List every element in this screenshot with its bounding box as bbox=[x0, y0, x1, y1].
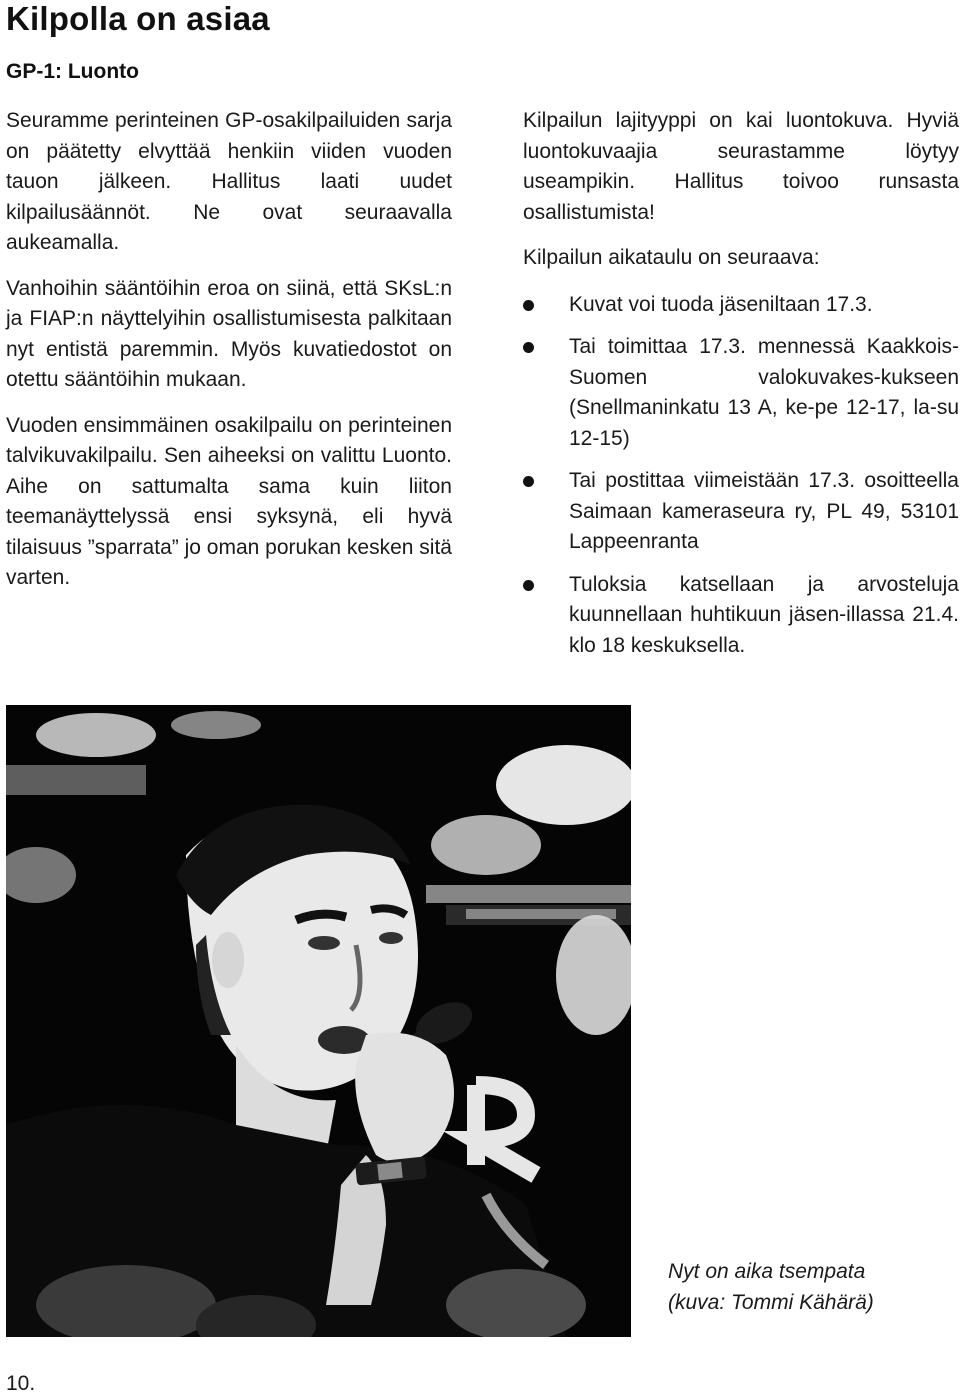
schedule-list bbox=[523, 290, 959, 662]
article-subtitle: GP-1: Luonto bbox=[6, 60, 139, 83]
caption-line: Nyt on aika tsempata bbox=[668, 1260, 866, 1283]
list-item bbox=[523, 570, 959, 662]
list-item bbox=[523, 332, 959, 454]
list-item-text: Tuloksia katsellaan ja arvosteluja kuunnellaan huhtikuun jäsen-illassa 21.4. klo 18 keskuksella. bbox=[569, 572, 959, 657]
paragraph: Seuramme perinteinen GP-osakilpailuiden sarja on päätetty elvyttää henkiin viiden vuoden tauon jälkeen. Hallitus laati uudet kilpailusäännöt. Ne ovat seuraavalla aukeamalla. bbox=[6, 109, 452, 254]
left-column bbox=[6, 106, 452, 594]
bullet-icon bbox=[523, 476, 534, 487]
bullet-icon bbox=[523, 300, 534, 311]
singer-photo bbox=[6, 705, 631, 1337]
bullet-icon bbox=[523, 580, 534, 591]
article-title: Kilpolla on asiaa bbox=[6, 0, 270, 37]
page-number: 10. bbox=[6, 1372, 36, 1395]
list-item bbox=[523, 466, 959, 558]
list-item bbox=[523, 290, 959, 321]
paragraph: Kilpailun lajityyppi on kai luontokuva. Hyviä luontokuvaajia seurastamme löytyy useampikin. Hallitus toivoo runsasta osallistumista! bbox=[523, 109, 959, 224]
paragraph: Vuoden ensimmäinen osakilpailu on perinteinen talvikuvakilpailu. Sen aiheeksi on valittu Luonto. Aihe on sattumalta sama kuin liiton teemanäyttelyssä ensi syksynä, eli hyvä tilaisuus ”sparrata” jo oman porukan kesken sitä varten. bbox=[6, 413, 452, 589]
list-item-text: Tai postittaa viimeistään 17.3. osoitteella Saimaan kameraseura ry, PL 49, 53101 Lappeenranta bbox=[569, 469, 959, 553]
list-item-text: Tai toimittaa 17.3. mennessä Kaakkois-Suomen valokuvakes-kukseen (Snellmaninkatu 13 A, ke-pe 12-17, la-su 12-15) bbox=[569, 335, 959, 450]
caption-credit: (kuva: Tommi Kähärä) bbox=[668, 1291, 874, 1314]
photo-caption bbox=[668, 1256, 874, 1318]
right-column bbox=[523, 106, 959, 673]
paragraph: Vanhoihin sääntöihin eroa on siinä, että SKsL:n ja FIAP:n näyttelyihin osallistumisesta palkitaan nyt entistä paremmin. Myös kuvatiedostot on otettu sääntöihin mukaan. bbox=[6, 276, 452, 391]
bullet-icon bbox=[523, 342, 534, 353]
list-item-text: Kuvat voi tuoda jäseniltaan 17.3. bbox=[569, 292, 873, 316]
singer-photo-illustration bbox=[6, 705, 631, 1337]
schedule-intro: Kilpailun aikataulu on seuraava: bbox=[523, 246, 820, 269]
